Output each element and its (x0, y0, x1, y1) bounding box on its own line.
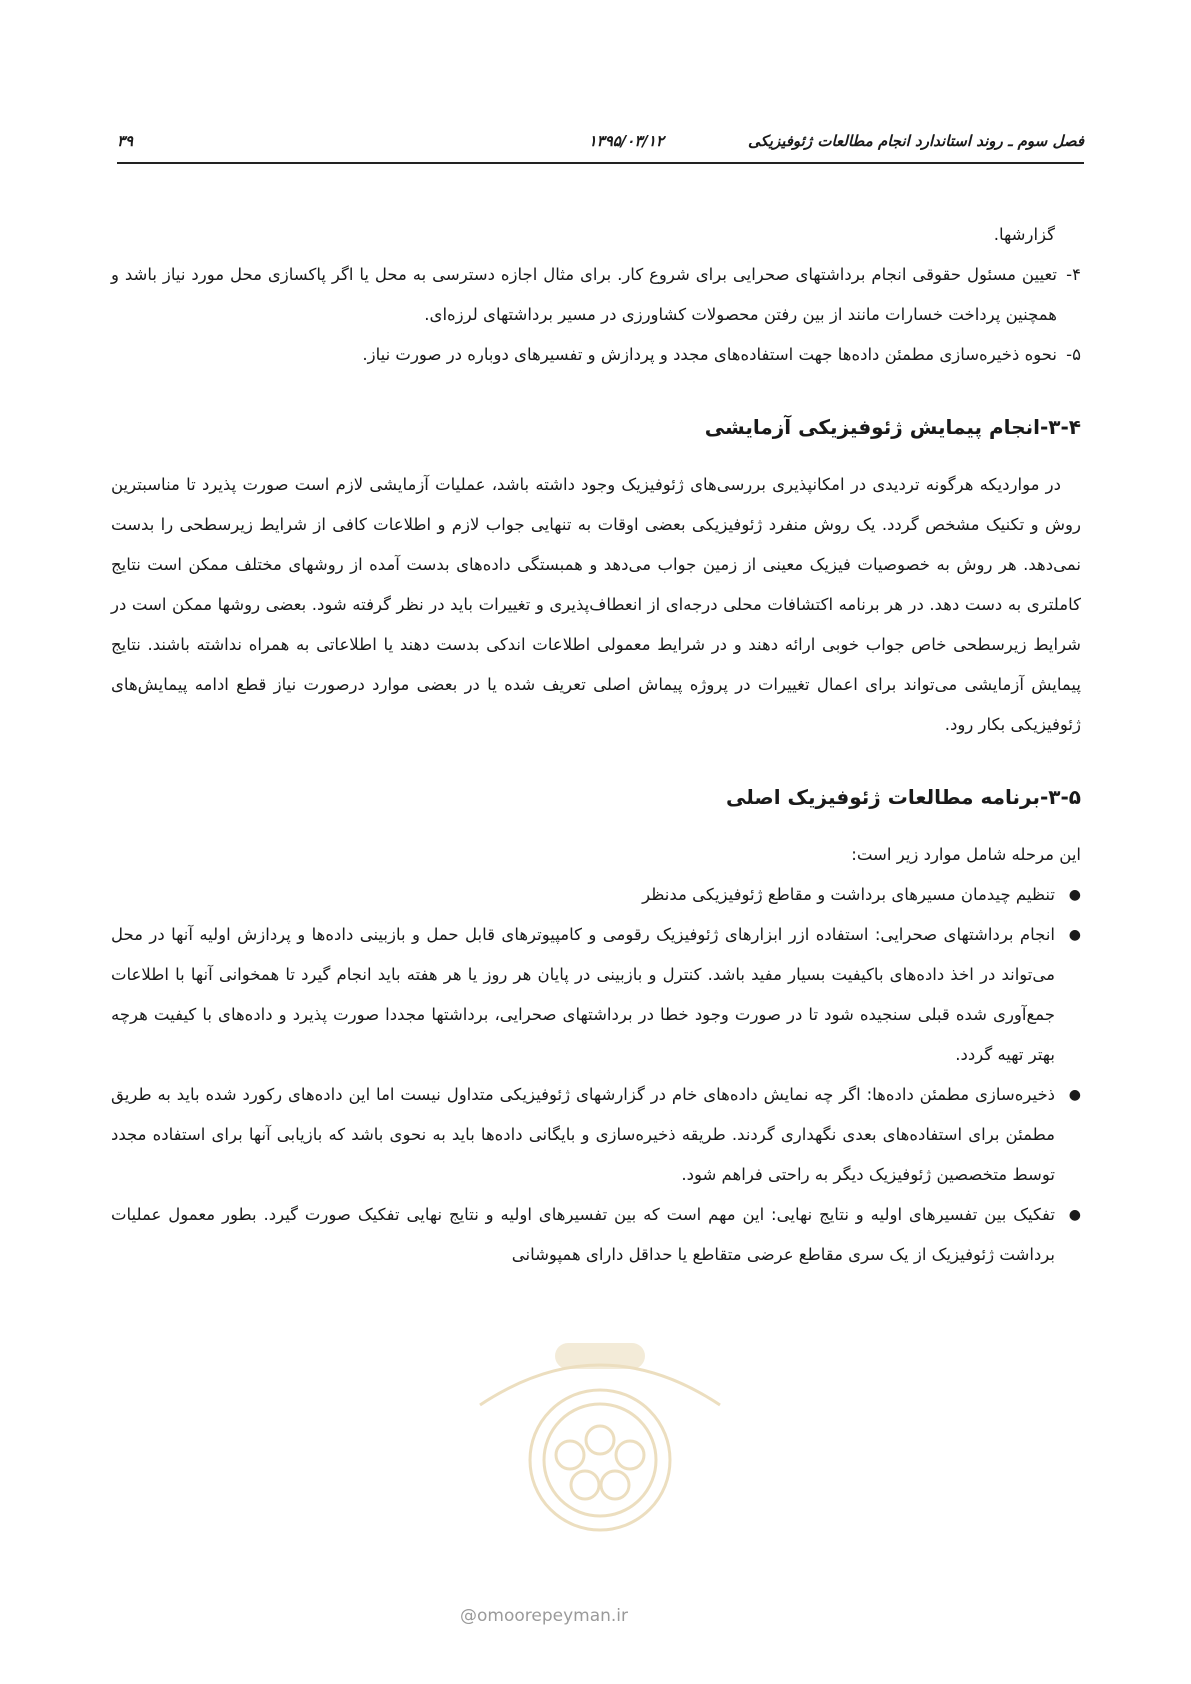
bullet-item (111, 875, 1081, 915)
bullet-icon: ● (1068, 1087, 1081, 1103)
item-number: ۴- (1066, 265, 1081, 284)
header-date: ۱۳۹۵/۰۳/۱۲ (588, 132, 664, 150)
watermark-seal-icon (455, 1335, 745, 1535)
item-text: تعیین مسئول حقوقی انجام برداشتهای صحرایی برای شروع کار. برای مثال اجازه دسترسی به محل یا اگر پاکسازی محل مورد نیاز باشد و همچنین پرداخت خسارات مانند از بین رفتن محصولات کشاورزی در مسیر برداشتهای لرزه‌ای. (111, 265, 1057, 324)
bullet-item (111, 1075, 1081, 1195)
bullet-text: انجام برداشتهای صحرایی: استفاده ازر ابزارهای ژئوفیزیک رقومی و کامپیوترهای قابل حمل و بازبینی داده‌ها و پردازش اولیه آنها در محل می‌تواند در اخذ داده‌های باکیفیت بسیار مفید باشد. کنترل و بازبینی در پایان هر روز یا هر هفته باید انجام گیرد تا همخوانی آنها با اطلاعات جمع‌آوری شده قبلی سنجیده شود تا در صورت وجود خطا در برداشتهای صحرایی، برداشتها مجددا صورت پذیرد و داده‌های با کیفیت هرچه بهتر تهیه گردد. (111, 925, 1055, 1064)
bullet-item (111, 915, 1081, 1075)
section-intro: این مرحله شامل موارد زیر است: (851, 845, 1081, 864)
page-content (111, 215, 1081, 1275)
numbered-item (111, 255, 1081, 335)
bullet-icon: ● (1068, 887, 1081, 903)
section-heading-3-4: ۳-۴-انجام پیمایش ژئوفیزیکی آزمایشی (704, 415, 1081, 439)
bullet-icon: ● (1068, 1207, 1081, 1223)
item-text: نحوه ذخیره‌سازی مطمئن داده‌ها جهت استفاده‌های مجدد و پردازش و تفسیرهای دوباره در صورت نیاز. (362, 345, 1057, 364)
bullet-list (111, 875, 1081, 1275)
section-paragraph: در مواردیکه هرگونه تردیدی در امکانپذیری بررسی‌های ژئوفیزیک وجود داشته باشد، عملیات آزمایشی لازم است صورت پذیرد تا مناسبترین روش و تکنیک مشخص گردد. یک روش منفرد ژئوفیزیکی بعضی اوقات به تنهایی جواب لازم و اطلاعات کافی از شرایط زیرسطحی را بدست نمی‌دهد. هر روش به خصوصیات فیزیک معینی از زمین جواب می‌دهد و همبستگی داده‌های بدست آمده از روشهای مختلف ممکن است نتایج کاملتری به دست دهد. در هر برنامه اکتشافات محلی درجه‌ای از انعطاف‌پذیری و تغییرات باید در نظر گرفته شود. بعضی روشها ممکن است در شرایط زیرسطحی خاص جواب خوبی ارائه دهند و در شرایط معمولی اطلاعات اندکی بدست دهند یا اطلاعاتی به همراه نداشته باشند. نتایج پیمایش آزمایشی می‌تواند برای اعمال تغییرات در پروژه پیماش اصلی تعریف شده یا در بعضی موارد درصورت نیاز قطع ادامه پیمایش‌های ژئوفیزیکی بکار رود. (111, 475, 1081, 734)
chapter-title: فصل سوم ـ روند استاندارد انجام مطالعات ژئوفیزیکی (748, 132, 1084, 150)
section-heading-3-5: ۳-۵-برنامه مطالعات ژئوفیزیک اصلی (725, 785, 1081, 809)
page-header (117, 128, 1084, 164)
bullet-icon: ● (1068, 927, 1081, 943)
bullet-text: تفکیک بین تفسیرهای اولیه و نتایج نهایی: این مهم است که بین تفسیرهای اولیه و نتایج نهایی تفکیک صورت گیرد. بطور معمول عملیات برداشت ژئوفیزیک از یک سری مقاطع عرضی متقاطع یا حداقل دارای همپوشانی (111, 1205, 1055, 1264)
page-number: ۳۹ (117, 132, 134, 150)
watermark-url-text: omoorepeyman.ir (477, 1606, 629, 1626)
intro-continuation: گزارشها. (993, 225, 1055, 244)
at-icon: @ (460, 1606, 477, 1626)
bullet-text: تنظیم چیدمان مسیرهای برداشت و مقاطع ژئوفیزیکی مدنظر (642, 885, 1055, 904)
bullet-item (111, 1195, 1081, 1275)
bullet-text: ذخیره‌سازی مطمئن داده‌ها: اگر چه نمایش داده‌های خام در گزارشهای ژئوفیزیکی متداول نیست اما این داده‌های رکورد شده باید به طریق مطمئن برای استفاده‌های بعدی نگهداری گردند. طریقه ذخیره‌سازی و بایگانی داده‌ها باید به نحوی باشد که بازیابی آنها برای استفاده مجدد توسط متخصصین ژئوفیزیک دیگر به راحتی فراهم شود. (111, 1085, 1055, 1184)
watermark-url (460, 1606, 628, 1626)
numbered-item (111, 335, 1081, 375)
item-number: ۵- (1066, 345, 1081, 364)
